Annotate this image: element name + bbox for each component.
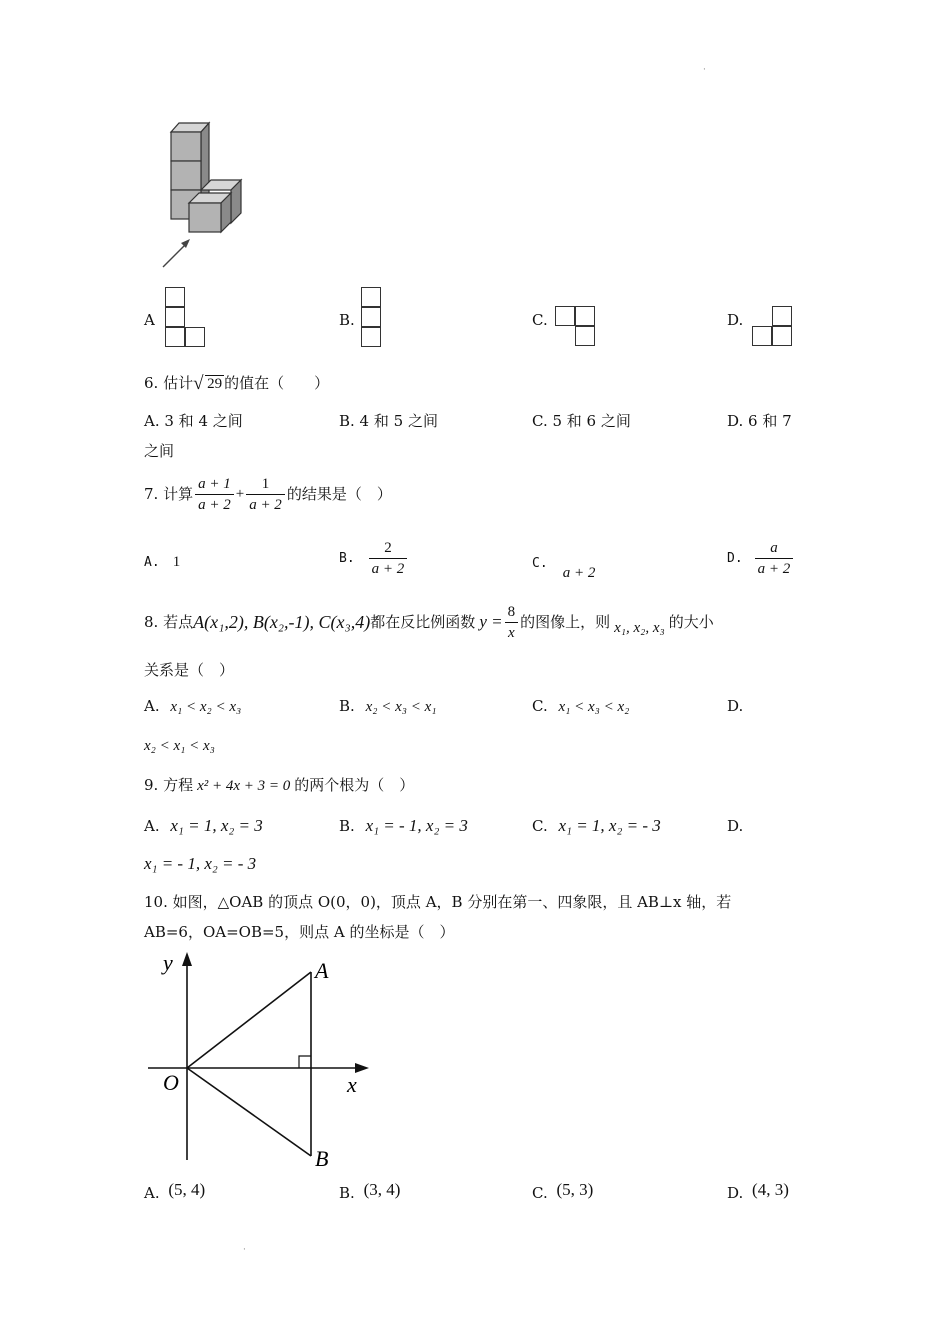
q9-option-d-expr: x₁ = - 1, x₂ = - 3 <box>144 854 257 873</box>
q6-option-b[interactable]: B. 4 和 5 之间 <box>339 412 438 430</box>
label-o: O <box>163 1070 179 1095</box>
q7-option-a-label: A. <box>144 555 160 570</box>
q6-option-a[interactable]: A. 3 和 4 之间 <box>144 412 243 430</box>
q7-frac2-den: a + 2 <box>249 496 282 513</box>
q7-option-b-num: 2 <box>369 538 408 559</box>
q10-option-c-expr: (5, 3) <box>556 1180 594 1199</box>
q10-option-b[interactable] <box>339 1180 401 1203</box>
q7-option-d-frac <box>755 538 794 579</box>
q5-option-c-label[interactable]: C. <box>532 311 548 329</box>
q9-stem-suffix: 的两个根为（ ） <box>294 776 415 794</box>
q7-option-c[interactable] <box>532 552 596 581</box>
q6-stem <box>144 373 329 394</box>
label-x: x <box>347 1072 357 1097</box>
label-y: y <box>163 950 173 975</box>
q10-option-c-label: C. <box>532 1184 548 1202</box>
q8-stem-suffix: 的大小 <box>668 613 714 631</box>
radicand: 29 <box>207 376 223 392</box>
q8-option-a-expr: x₁ < x₂ < x₃ <box>170 699 242 715</box>
y-axis-arrow-icon <box>182 952 192 966</box>
label-b: B <box>315 1146 329 1171</box>
q7-option-a[interactable] <box>144 551 180 572</box>
q8-stem-mid: 都在反比例函数 <box>370 613 476 631</box>
q8-option-d[interactable]: D. <box>727 697 744 715</box>
q9-option-d[interactable]: D. <box>727 817 744 835</box>
q6-option-d[interactable]: D. 6 和 7 <box>727 412 792 430</box>
q9-stem <box>144 775 414 796</box>
q7-option-b-frac <box>369 538 408 579</box>
q7-plus: + <box>235 486 245 502</box>
q5-option-b-label[interactable]: B. <box>339 311 355 329</box>
q7-stem <box>144 470 392 518</box>
q8-stem-mid2: 的图像上，则 <box>520 613 611 631</box>
q7-option-c-value: a + 2 <box>562 565 596 581</box>
q8-vars: x₁, x₂, x₃ <box>614 620 665 636</box>
q8-points: A(x₁,2), B(x₂,-1), C(x₃,4) <box>193 612 371 632</box>
right-angle-mark-icon <box>299 1056 311 1068</box>
segment-oa <box>187 972 311 1068</box>
q10-option-d[interactable] <box>727 1180 789 1203</box>
view-direction-arrow-icon <box>163 239 190 267</box>
q7-option-b[interactable] <box>339 534 409 582</box>
q8-option-c-expr: x₁ < x₃ < x₂ <box>558 699 630 715</box>
q8-option-a[interactable] <box>144 696 241 717</box>
q9-option-a-expr: x₁ = 1, x₂ = 3 <box>170 816 263 835</box>
q6-stem-prefix: 6. 估计 <box>144 374 194 392</box>
q9-equation: x² + 4x + 3 = 0 <box>197 778 291 794</box>
label-a: A <box>315 958 329 983</box>
q8-option-a-label: A. <box>144 697 160 715</box>
page-mark-bottom: · <box>243 1245 246 1255</box>
q7-option-c-label: C. <box>532 556 548 571</box>
q9-option-c[interactable] <box>532 816 661 836</box>
q7-stem-suffix: 的结果是（ ） <box>286 485 392 503</box>
q10-stem-line2: AB=6，OA=OB=5，则点 A 的坐标是（ ） <box>144 923 455 941</box>
q9-option-c-expr: x₁ = 1, x₂ = - 3 <box>558 816 661 835</box>
page-mark-top: · <box>703 65 706 75</box>
q5-option-a-label[interactable]: A <box>144 311 155 329</box>
q8-func-lhs: y = <box>479 612 503 631</box>
q10-option-b-expr: (3, 4) <box>363 1180 401 1199</box>
q10-option-a[interactable] <box>144 1180 206 1203</box>
q7-option-b-den: a + 2 <box>371 560 405 577</box>
q8-option-c[interactable] <box>532 696 629 717</box>
q6-option-c[interactable]: C. 5 和 6 之间 <box>532 412 631 430</box>
q10-option-a-expr: (5, 4) <box>168 1180 206 1199</box>
q7-option-b-label: B. <box>339 550 355 566</box>
q9-stem-prefix: 9. 方程 <box>144 776 194 794</box>
q7-frac2-num: 1 <box>246 474 285 495</box>
q7-option-d-den: a + 2 <box>757 560 791 577</box>
q10-option-d-expr: (4, 3) <box>752 1180 789 1199</box>
q7-stem-prefix: 7. 计算 <box>144 485 194 503</box>
q7-frac1 <box>195 474 234 515</box>
q7-frac2 <box>246 474 285 515</box>
q8-option-b[interactable] <box>339 696 436 717</box>
q8-func-frac <box>505 602 519 643</box>
q9-option-a[interactable] <box>144 816 263 836</box>
q10-option-b-label: B. <box>339 1184 355 1202</box>
q10-option-a-label: A. <box>144 1184 160 1202</box>
q8-option-c-label: C. <box>532 697 548 715</box>
q8-option-b-label: B. <box>339 697 355 715</box>
q7-frac1-den: a + 2 <box>198 496 231 513</box>
triangle-oab-figure <box>145 950 375 1175</box>
q8-stem-prefix: 8. 若点 <box>144 613 194 631</box>
q8-stem-line2: 关系是（ ） <box>144 661 235 679</box>
q9-option-a-label: A. <box>144 817 160 835</box>
q5-option-d-label[interactable]: D. <box>727 311 744 329</box>
segment-ob <box>187 1068 311 1156</box>
q8-func-den: x <box>508 624 515 641</box>
q9-option-b-expr: x₁ = - 1, x₂ = 3 <box>365 816 468 835</box>
q7-frac1-num: a + 1 <box>195 474 234 495</box>
q9-option-b-label: B. <box>339 817 355 835</box>
q7-option-d-num: a <box>755 538 794 559</box>
sqrt-expression <box>193 374 224 394</box>
q7-option-d-label: D. <box>727 550 743 566</box>
q8-stem <box>144 598 714 646</box>
q9-option-c-label: C. <box>532 817 548 835</box>
q10-option-d-label: D. <box>727 1184 744 1202</box>
q6-stem-suffix: 的值在（ ） <box>224 374 330 392</box>
q10-stem-line1: 10. 如图，△OAB 的顶点 O(0，0)，顶点 A，B 分别在第一、四象限，且 AB⊥x 轴，若 <box>144 893 732 911</box>
q8-option-d-expr: x₂ < x₁ < x₃ <box>144 738 215 754</box>
q6-option-d-wrap: 之间 <box>144 442 175 460</box>
q7-option-d[interactable] <box>727 534 795 582</box>
q7-option-a-value: 1 <box>172 554 181 570</box>
q8-option-b-expr: x₂ < x₃ < x₁ <box>365 699 437 715</box>
q8-func-num: 8 <box>505 602 519 623</box>
cube-stack-figure <box>155 118 250 273</box>
q10-option-c[interactable] <box>532 1180 594 1203</box>
q9-option-b[interactable] <box>339 816 468 836</box>
radical-sign-icon: √ <box>193 373 204 394</box>
x-axis-arrow-icon <box>355 1063 369 1073</box>
